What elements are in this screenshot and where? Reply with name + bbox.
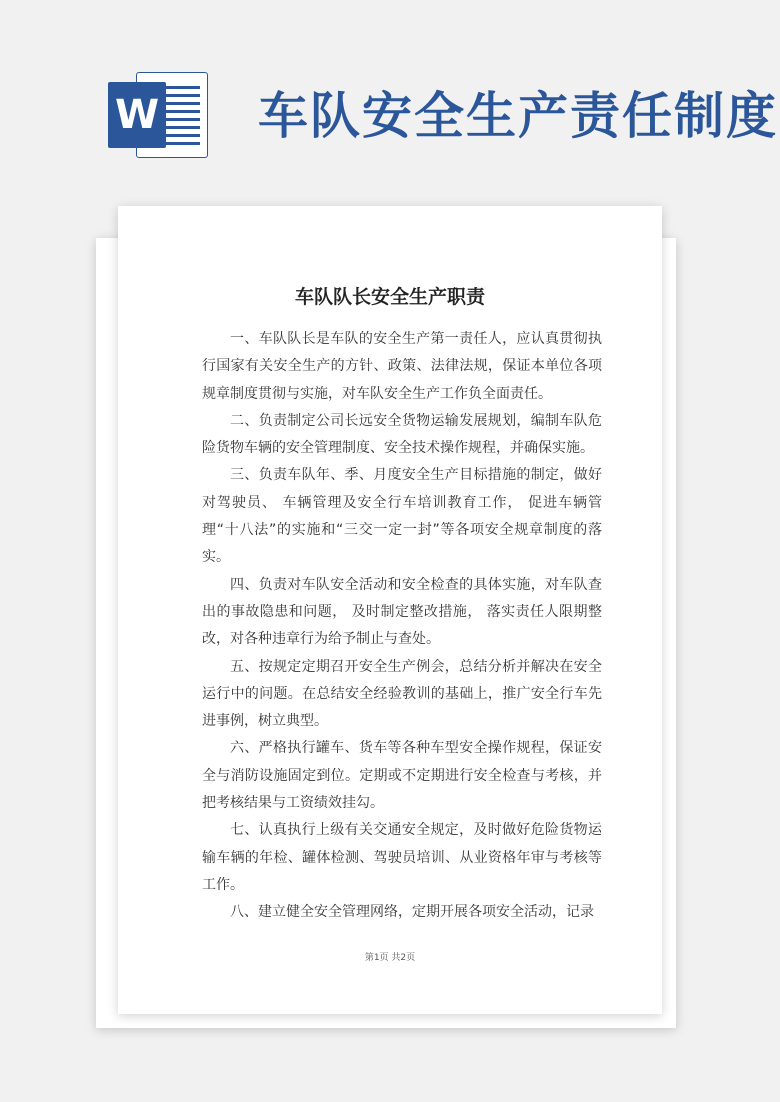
paragraph-3: 三、负责车队年、季、月度安全生产目标措施的制定，做好对驾驶员、 车辆管理及安全行车培训教育工作， 促进车辆管理“十八法”的实施和“三交一定一封”等各项安全规章制度的落实。 <box>202 467 602 566</box>
paragraph-6: 六、严格执行罐车、货车等各种车型安全操作规程，保证安全与消防设施固定到位。定期或不定期进行安全检查与考核，并把考核结果与工资绩效挂勾。 <box>202 740 602 812</box>
page-footer: 第1页 共2页 <box>364 953 416 963</box>
paragraph-2: 二、负责制定公司长远安全货物运输发展规划，编制车队危险货物车辆的安全管理制度、安全技术操作规程，并确保实施。 <box>202 412 602 457</box>
page-title: 车队队长安全生产职责 <box>294 286 485 308</box>
paragraph-8: 八、建立健全安全管理网络，定期开展各项安全活动，记录 <box>230 904 594 921</box>
paragraph-4: 四、负责对车队安全活动和安全检查的具体实施，对车队查出的事故隐患和问题， 及时制定整改措施， 落实责任人限期整改，对各种违章行为给予制止与查处。 <box>202 576 602 648</box>
paragraph-7: 七、认真执行上级有关交通安全规定，及时做好危险货物运输车辆的年检、罐体检测、驾驶员培训、从业资格年审与考核等工作。 <box>202 822 602 893</box>
paragraph-1: 一、车队队长是车队的安全生产第一责任人，应认真贯彻执行国家有关安全生产的方针、政策、法律法规，保证本单位各项规章制度贯彻与实施，对车队安全生产工作负全面责任。 <box>202 331 602 402</box>
document-page <box>118 206 662 1014</box>
word-badge: W <box>108 82 166 148</box>
document-body <box>202 326 602 927</box>
banner-title: 车队安全生产责任制度 <box>258 87 778 145</box>
paragraph-5: 五、按规定定期召开安全生产例会，总结分析并解决在安全运行中的问题。在总结安全经验教训的基础上，推广安全行车先进事例，树立典型。 <box>202 658 602 730</box>
word-logo <box>108 72 208 158</box>
